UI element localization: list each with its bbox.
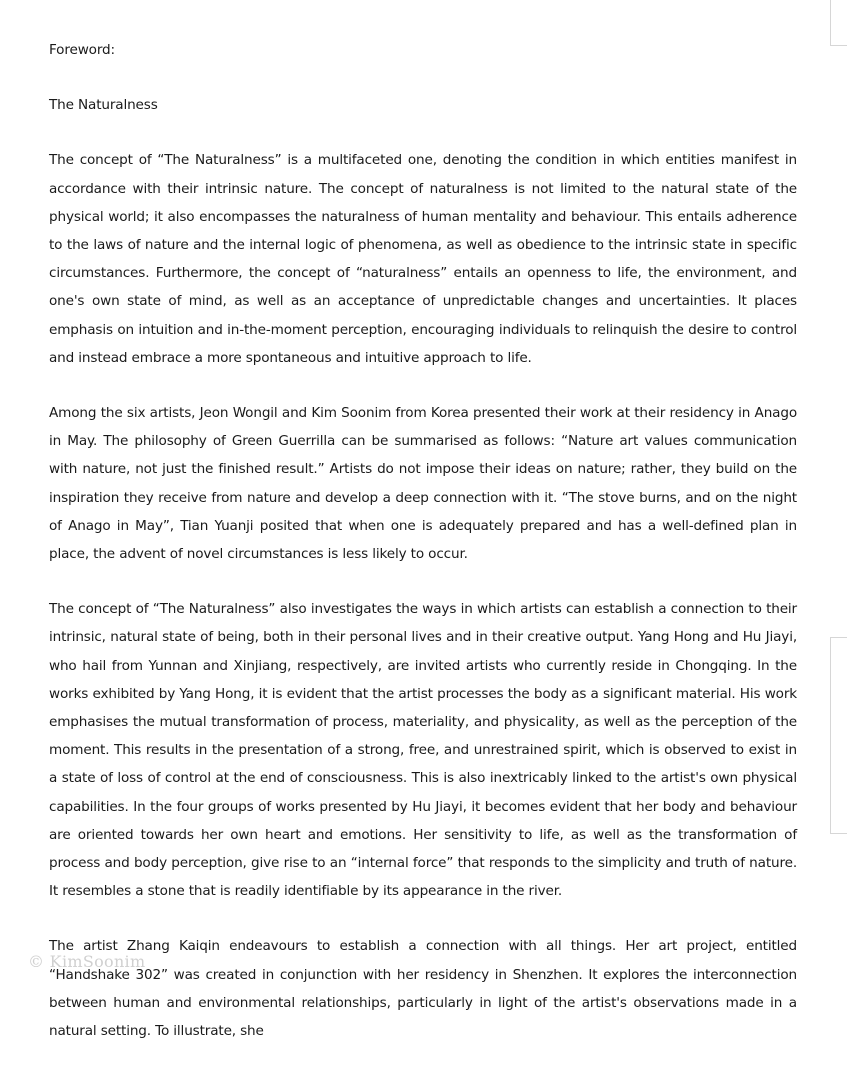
paragraph-concept: The concept of “The Naturalness” is a multifaceted one, denoting the condition in which entities manifest in accordance with their intrinsic nature. The concept of naturalness is not limited to the natural state of the physical world; it also encompasses the naturalness of human mentality and behaviour. This entails adherence to the laws of nature and the internal logic of phenomena, as well as obedience to the intrinsic state in specific circumstances. Furthermore, the concept of “naturalness” entails an openness to life, the environment, and one's own state of mind, as well as an acceptance of unpredictable changes and uncertainties. It places emphasis on intuition and in-the-moment perception, encouraging individuals to relinquish the desire to control and instead embrace a more spontaneous and intuitive approach to life. <box>49 152 797 366</box>
document-page <box>49 36 797 1072</box>
paragraph-intrinsic-state: The concept of “The Naturalness” also investigates the ways in which artists can establish a connection to their intrinsic, natural state of being, both in their personal lives and in their creative output. Yang Hong and Hu Jiayi, who hail from Yunnan and Xinjiang, respectively, are invited artists who currently reside in Chongqing. In the works exhibited by Yang Hong, it is evident that the artist processes the body as a significant material. His work emphasises the mutual transformation of process, materiality, and physicality, as well as the perception of the moment. This results in the presentation of a strong, free, and unrestrained spirit, which is observed to exist in a state of loss of control at the end of consciousness. This is also inextricably linked to the artist's own physical capabilities. In the four groups of works presented by Hu Jiayi, it becomes evident that her body and behaviour are oriented towards her own heart and emotions. Her sensitivity to life, as well as the transformation of process and body perception, give rise to an “internal force” that responds to the simplicity and truth of nature. It resembles a stone that is readily identifiable by its appearance in the river. <box>49 601 797 900</box>
copyright-watermark: © KimSoonim <box>28 952 146 971</box>
paragraph-zhang-kaiqin: The artist Zhang Kaiqin endeavours to establish a connection with all things. Her art project, entitled “Handshake 302” was created in conjunction with her residency in Shenzhen. It explores the interconnection between human and environmental relationships, particularly in light of the artist's observations made in a natural setting. To illustrate, she <box>49 938 797 1040</box>
scrollbar-track-top <box>830 0 847 46</box>
scrollbar-thumb[interactable] <box>830 637 847 834</box>
foreword-label: Foreword: <box>49 42 115 58</box>
paragraph-six-artists: Among the six artists, Jeon Wongil and Kim Soonim from Korea presented their work at their residency in Anago in May. The philosophy of Green Guerrilla can be summarised as follows: “Nature art values communication with nature, not just the finished result.” Artists do not impose their ideas on nature; rather, they build on the inspiration they receive from nature and develop a deep connection with it. “The stove burns, and on the night of Anago in May”, Tian Yuanji posited that when one is adequately prepared and has a well-defined plan in place, the advent of novel circumstances is less likely to occur. <box>49 405 797 563</box>
document-title: The Naturalness <box>49 97 158 114</box>
